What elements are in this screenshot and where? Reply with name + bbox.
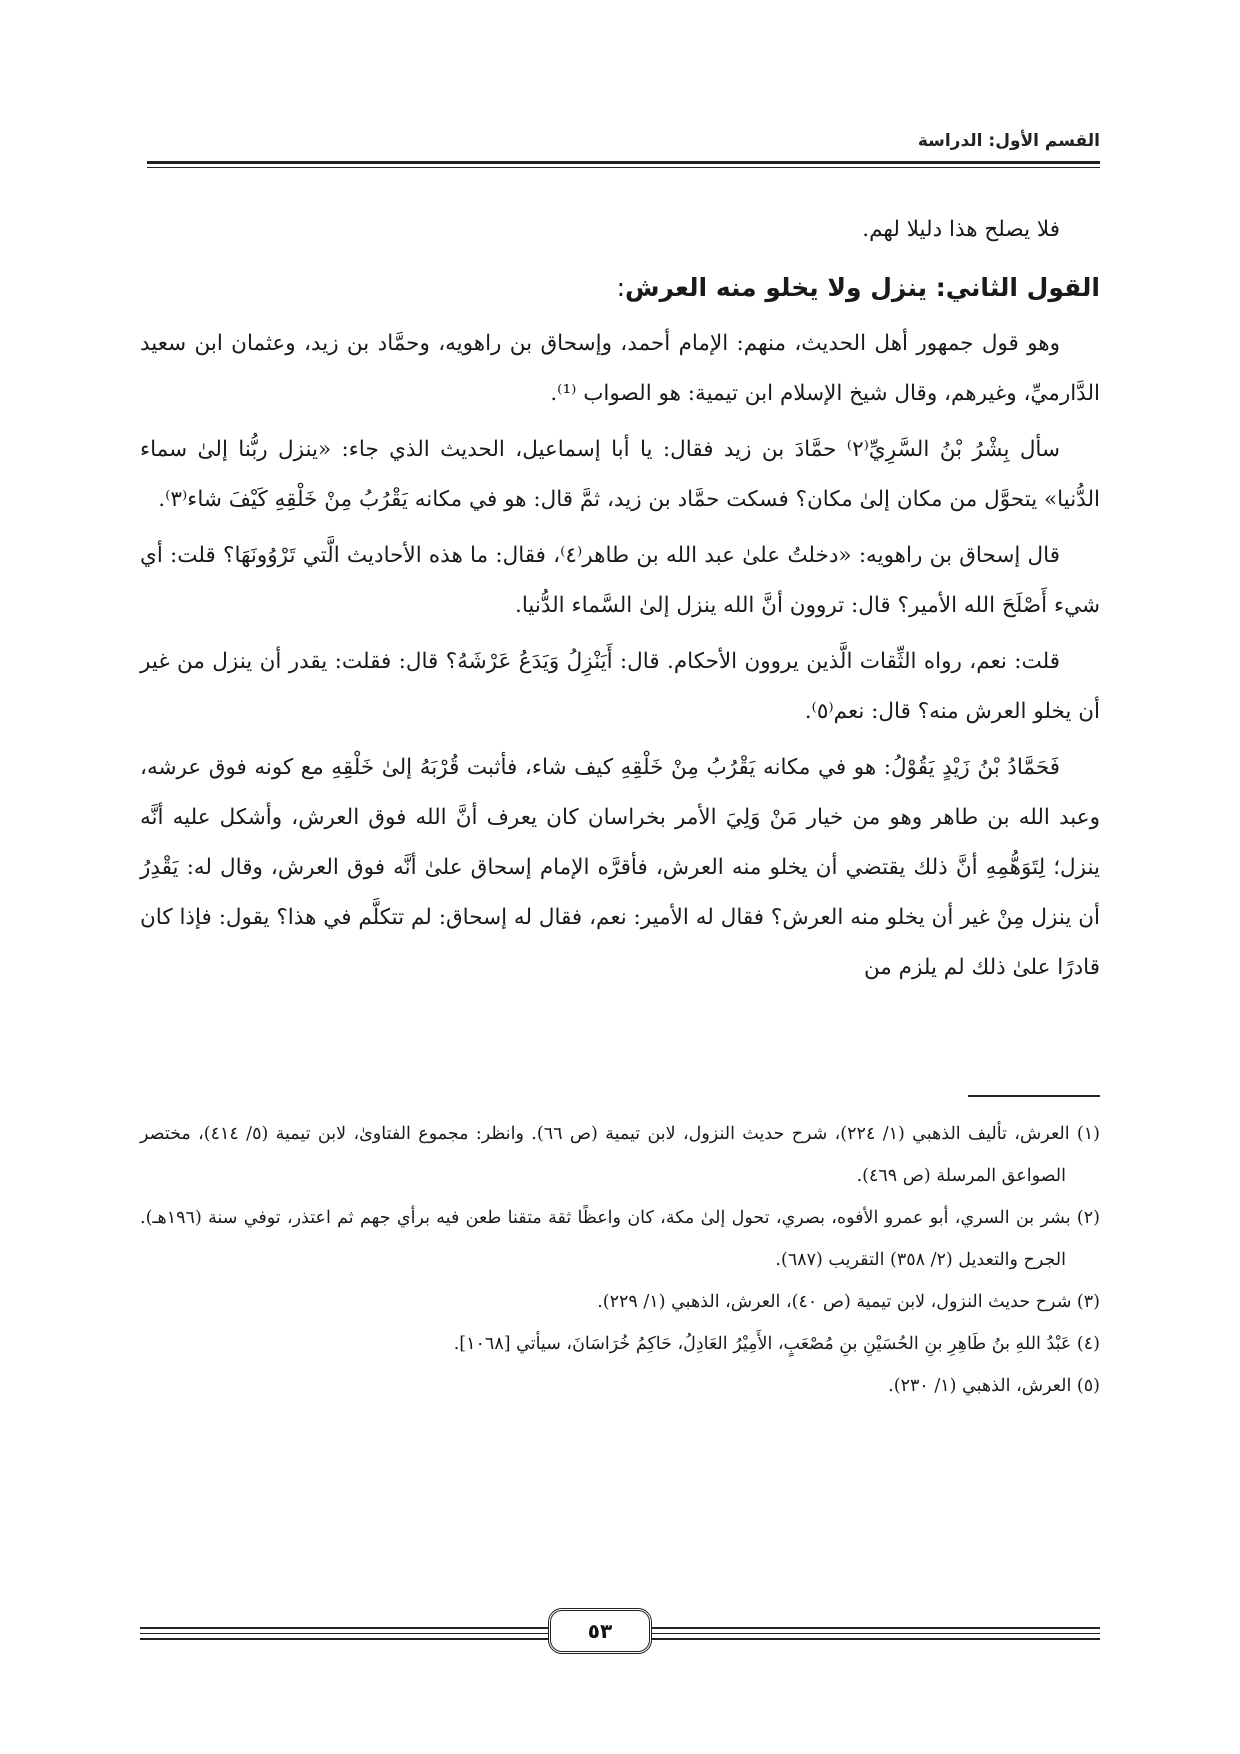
footnote-4: (٤) عَبْدُ اللهِ بنُ طَاهِرِ بنِ الحُسَيْنِ بنِ مُصْعَبٍ، الأَمِيْرُ العَادِلُ، حَاكِمُ خُرَاسَانَ، سيأتي [١٠٦٨]. [453, 1334, 1100, 1354]
paragraph-1: فلا يصلح هذا دليلا لهم. [862, 217, 1060, 242]
running-head: القسم الأول: الدراسة [917, 131, 1100, 151]
footnote-1: (١) العرش، تأليف الذهبي (١/ ٢٢٤)، شرح حديث النزول، لابن تيمية (ص ٦٦). وانظر: مجموع الفتاوىٰ، لابن تيمية (٥/ ٤١٤)، مختصر الصواعق المرسلة (ص ٤٦٩). [140, 1124, 1100, 1186]
paragraph-3: سأل بِشْرُ بْنُ السَّرِيِّ⁽٢⁾ حمَّادَ بن زيد فقال: يا أبا إسماعيل، الحديث الذي جاء: «ينزل ربُّنا إلىٰ سماء الدُّنيا» يتحوَّل من مكان إلىٰ مكان؟ فسكت حمَّاد بن زيد، ثمَّ قال: هو في مكانه يَقْرُبُ مِنْ خَلْقِهِ كَيْفَ شاء⁽٣⁾. [140, 437, 1100, 512]
paragraph-6: فَحَمَّادُ بْنُ زَيْدٍ يَقُوْلُ: هو في مكانه يَقْرُبُ مِنْ خَلْقِهِ كيف شاء، فأثبت قُرْبَهُ إلىٰ خَلْقِهِ مع كونه فوق عرشه، وعبد الله بن طاهر وهو من خيار مَنْ وَلِيَ الأمر بخراسان كان يعرف أنَّ الله فوق العرش، وأشكل عليه أنَّه ينزل؛ لِتَوَهُّمِهِ أنَّ ذلك يقتضي أن يخلو منه العرش، فأقرَّه الإمام إسحاق علىٰ أنَّه فوق العرش، وقال له: يَقْدِرُ أن ينزل مِنْ غير أن يخلو منه العرش؟ فقال له الأمير: نعم، فقال له إسحاق: لم تتكلَّم في هذا؟ يقول: فإذا كان قادرًا علىٰ ذلك لم يلزم من [140, 755, 1100, 980]
section-heading-text: القول الثاني: ينزل ولا يخلو منه العرش [625, 273, 1100, 302]
page-number-frame [548, 1608, 652, 1654]
paragraph-4: قال إسحاق بن راهويه: «دخلتُ علىٰ عبد الله بن طاهر⁽٤⁾، فقال: ما هذه الأحاديث الَّتي تَرْوُونَهَا؟ قلت: أي شيء أَصْلَحَ الله الأمير؟ قال: تروون أنَّ الله ينزل إلىٰ السَّماء الدُّنيا. [140, 543, 1100, 618]
main-text [140, 205, 1100, 999]
footnote-separator [968, 1095, 1100, 1097]
footnote-2: (٢) بشر بن السري، أبو عمرو الأفوه، بصري، تحول إلىٰ مكة، كان واعظًا ثقة متقنا طعن فيه برأي جهم ثم اعتذر، توفي سنة (١٩٦هـ). الجرح والتعديل (٢/ ٣٥٨) التقريب (٦٨٧). [140, 1208, 1100, 1270]
footnote-5: (٥) العرش، الذهبي (١/ ٢٣٠). [888, 1376, 1100, 1396]
footnote-3: (٣) شرح حديث النزول، لابن تيمية (ص ٤٠)، العرش، الذهبي (١/ ٢٢٩). [597, 1292, 1100, 1312]
header-rule-thin [147, 167, 1100, 168]
footnotes [140, 1113, 1100, 1407]
paragraph-2: وهو قول جمهور أهل الحديث، منهم: الإمام أحمد، وإسحاق بن راهويه، وحمَّاد بن زيد، وعثمان ابن سعيد الدَّارميِّ، وغيرهم، وقال شيخ الإسلام ابن تيمية: هو الصواب ⁽¹⁾. [140, 331, 1100, 406]
section-heading-colon: : [616, 273, 625, 302]
header-rule-thick [147, 161, 1100, 164]
section-heading [140, 261, 1100, 315]
paragraph-5: قلت: نعم، رواه الثِّقات الَّذين يروون الأحكام. قال: أَيَنْزِلُ وَيَدَعُ عَرْشَهُ؟ قال: فقلت: يقدر أن ينزل من غير أن يخلو العرش منه؟ قال: نعم⁽٥⁾. [140, 649, 1100, 724]
page-number: ٥٣ [587, 1619, 613, 1643]
